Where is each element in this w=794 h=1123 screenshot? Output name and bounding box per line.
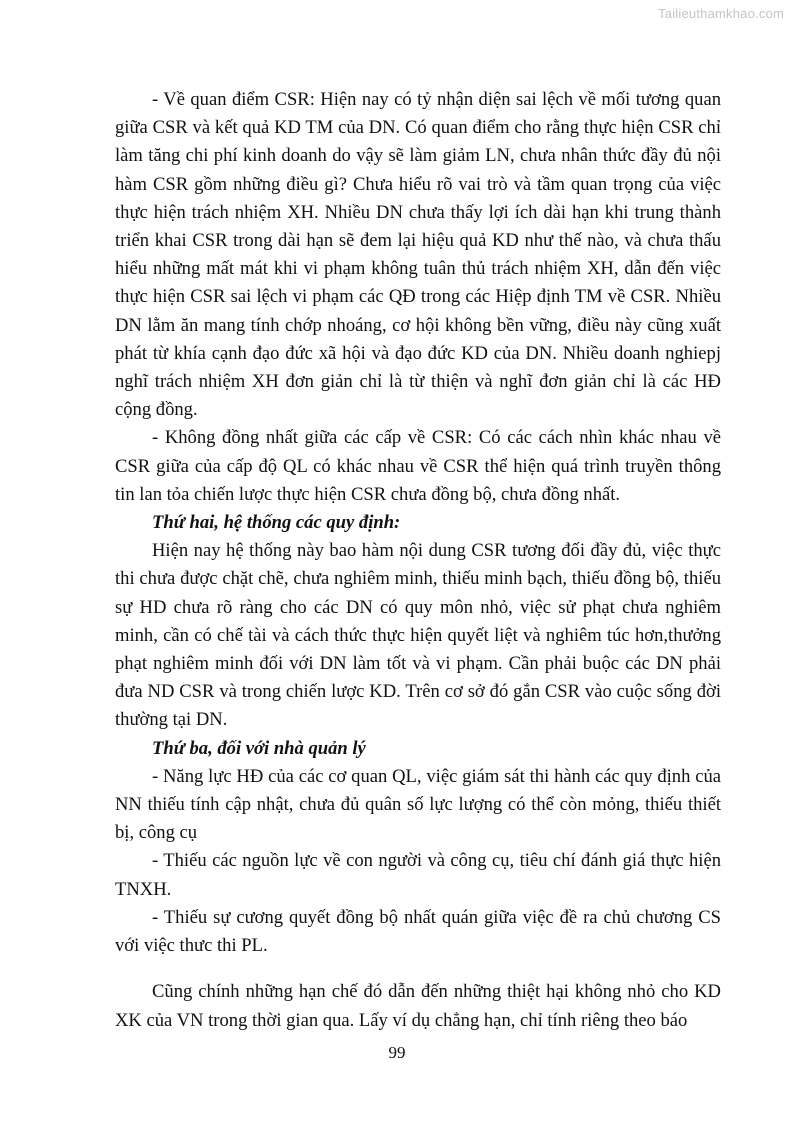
paragraph-inconsistency: - Không đồng nhất giữa các cấp về CSR: Có các cách nhìn khác nhau về CSR giữa của cấp độ QL có khác nhau về CSR thể hiện quá trình truyền thông tin lan tỏa chiến lược thực hiện CSR chưa đồng bộ, chưa đồng nhất. xyxy=(115,427,721,505)
paragraph-capacity: - Năng lực HĐ của các cơ quan QL, việc giám sát thi hành các quy định của NN thiếu tính cập nhật, chưa đủ quân số lực lượng có thể còn mỏng, thiếu thiết bị, công cụ xyxy=(115,765,721,844)
page-number: 99 xyxy=(388,1043,406,1062)
paragraph-csr-viewpoint: - Về quan điểm CSR: Hiện nay có tỷ nhận diện sai lệch về mối tương quan giữa CSR và kết quả KD TM của DN. Có quan điểm cho rằng thực hiện CSR chỉ làm tăng chi phí kinh doanh do vậy sẽ làm giảm LN, chưa nhân thức đầy đủ nội hàm CSR gồm những điều gì? Chưa hiểu rõ vai trò và tầm quan trọng của việc thực hiện trách nhiệm XH. Nhiều DN chưa thấy lợi ích dài hạn khi trung thành triển khai CSR trong dài hạn sẽ đem lại hiệu quả KD như thế nào, và chưa thấu hiểu những mất mát khi vi phạm không tuân thủ trách nhiệm XH, dẫn đến việc thực hiện CSR sai lệch vi phạm các QĐ trong các Hiệp định TM về CSR. Nhiều DN lằm ăn mang tính chớp nhoáng, cơ hội không bền vững, điều này cũng xuất phát từ khía cạnh đạo đức xã hội và đạo đức KD của DN. Nhiều doanh nghiepj nghĩ trách nhiệm XH đơn giản chỉ là từ thiện và nghĩ đơn giản chỉ là các HĐ cộng đồng. xyxy=(115,89,721,421)
paragraph-regulations: Hiện nay hệ thống này bao hàm nội dung CSR tương đối đầy đủ, việc thực thi chưa được chặt chẽ, chưa nghiêm minh, thiếu minh bạch, thiếu đồng bộ, thiếu sự HD chưa rõ ràng cho các DN có quy môn nhỏ, việc sử phạt chưa nghiêm minh, cần có chế tài và cách thức thực hiện quyết liệt và nghiêm túc hơn,thưởng phạt nghiêm minh đối với DN làm tốt và vi phạm. Cần phải buộc các DN phải đưa ND CSR và trong chiến lược KD. Trên cơ sở đó gắn CSR vào cuộc sống đời thường tại DN. xyxy=(115,540,721,731)
paragraph-consequences: Cũng chính những hạn chế đó dẫn đến những thiệt hại không nhỏ cho KD XK của VN trong thời gian qua. Lấy ví dụ chẳng hạn, chỉ tính riêng theo báo xyxy=(115,981,721,1031)
heading-second-regulations: Thứ hai, hệ thống các quy định: xyxy=(152,512,401,534)
document-body xyxy=(115,86,721,1035)
paragraph-resources: - Thiếu các nguồn lực về con người và công cụ, tiêu chí đánh giá thực hiện TNXH. xyxy=(115,850,721,900)
heading-third-managers: Thứ ba, đối với nhà quản lý xyxy=(152,737,366,759)
watermark: Tailieuthamkhao.com xyxy=(658,6,784,21)
paragraph-consistency: - Thiếu sự cương quyết đồng bộ nhất quán giữa việc đề ra chủ chương CS với việc thưc thi PL. xyxy=(115,906,721,957)
